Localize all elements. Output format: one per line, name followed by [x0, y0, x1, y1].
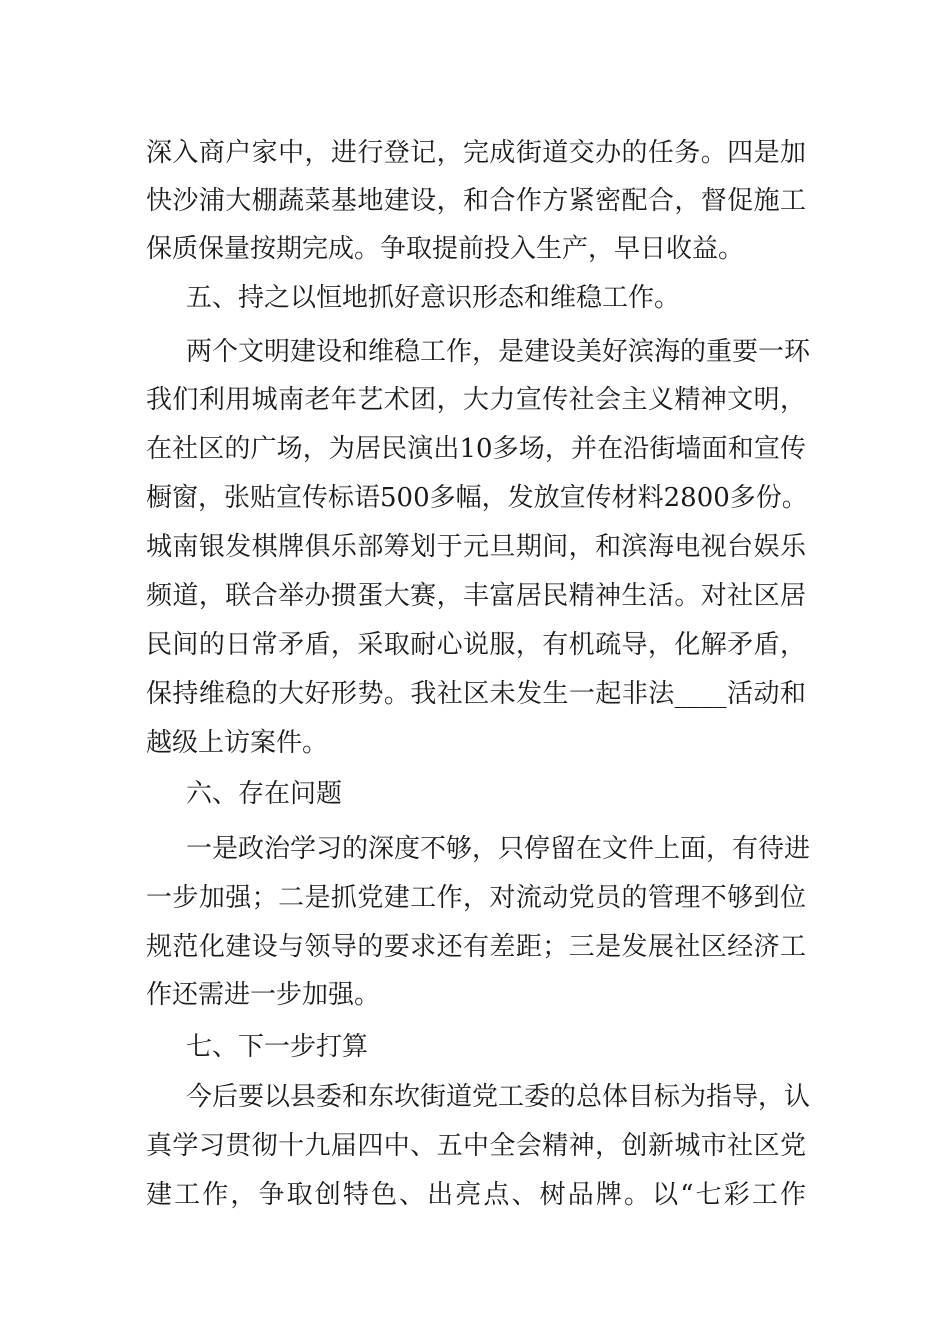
text-line: 城南银发棋牌俱乐部筹划于元旦期间，和滨海电视台娱乐 [146, 532, 806, 562]
text-line: 橱窗，张贴宣传标语500多幅，发放宣传材料2800多份。 [146, 483, 808, 513]
text-line: 在社区的广场，为居民演出10多场，并在沿街墙面和宣传 [146, 434, 806, 464]
text-line: 快沙浦大棚蔬菜基地建设，和合作方紧密配合，督促施工 [146, 186, 806, 216]
text-line: 规范化建设与领导的要求还有差距；三是发展社区经济工 [146, 932, 806, 962]
text-line: 越级上访案件。 [146, 728, 329, 758]
section-heading: 七、下一步打算 [186, 1032, 369, 1062]
text-line: 建工作，争取创特色、出亮点、树品牌。以“七彩工作 [146, 1180, 806, 1210]
text-line: 今后要以县委和东坎街道党工委的总体目标为指导，认 [186, 1082, 811, 1112]
text-line: 作还需进一步加强。 [146, 980, 381, 1010]
text-line: 深入商户家中，进行登记，完成街道交办的任务。四是加 [146, 138, 806, 168]
text-line: 真学习贯彻十九届四中、五中全会精神，创新城市社区党 [146, 1131, 806, 1161]
text-line: 两个文明建设和维稳工作，是建设美好滨海的重要一环 [186, 337, 811, 367]
section-heading: 五、持之以恒地抓好意识形态和维稳工作。 [186, 283, 681, 313]
section-heading: 六、存在问题 [186, 779, 343, 809]
text-line: 我们利用城南老年艺术团，大力宣传社会主义精神文明， [146, 385, 806, 415]
text-line: 保质保量按期完成。争取提前投入生产，早日收益。 [146, 234, 745, 264]
text-line: 频道，联合举办掼蛋大赛，丰富居民精神生活。对社区居 [146, 581, 806, 611]
text-line: 保持维稳的大好形势。我社区未发生一起非法____活动和 [146, 679, 806, 709]
text-line: 一是政治学习的深度不够，只停留在文件上面，有待进 [186, 834, 811, 864]
text-line: 一步加强；二是抓党建工作，对流动党员的管理不够到位 [146, 883, 806, 913]
text-line: 民间的日常矛盾，采取耐心说服，有机疏导，化解矛盾， [146, 630, 806, 660]
